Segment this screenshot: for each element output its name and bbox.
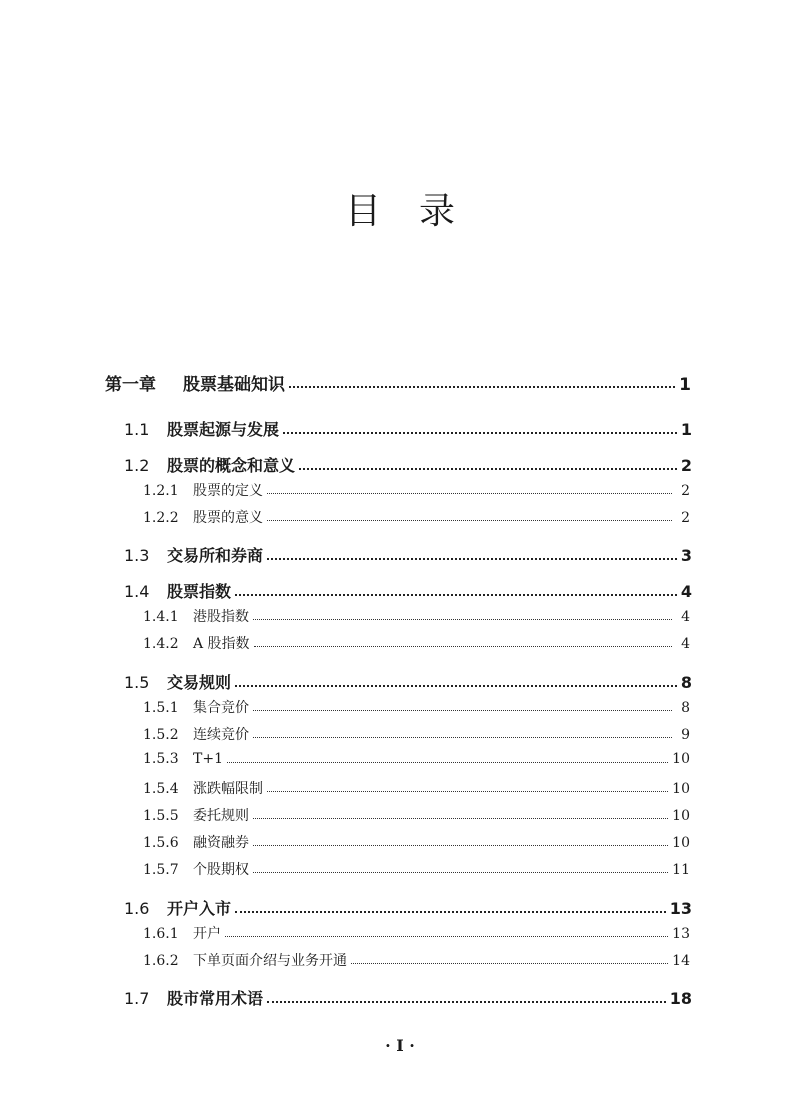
toc-entry-number: 1.2.2: [143, 510, 179, 526]
page-number: · I ·: [385, 1036, 415, 1055]
toc-entry-number: 1.6.2: [143, 953, 179, 969]
toc-subsection-entry[interactable]: [143, 950, 690, 970]
dot-leader: [267, 520, 672, 521]
toc-entry-number: 1.2: [124, 456, 150, 475]
toc-entry-title: 个股期权: [193, 862, 249, 878]
toc-entry-title: 下单页面介绍与业务开通: [193, 953, 347, 969]
toc-subsection-entry[interactable]: [143, 606, 690, 626]
dot-leader: [267, 493, 672, 494]
toc-section-entry[interactable]: [124, 579, 692, 602]
toc-entry-title: 股票基础知识: [183, 375, 285, 395]
toc-section-entry[interactable]: [124, 543, 692, 566]
toc-entry-number: 1.4: [124, 582, 150, 601]
dot-leader: [254, 646, 672, 647]
toc-entry-number: 1.6: [124, 899, 150, 918]
toc-subsection-entry[interactable]: [143, 507, 690, 527]
toc-subsection-entry[interactable]: [143, 832, 690, 852]
toc-entry-page-number: 4: [681, 609, 690, 625]
toc-section-entry[interactable]: [124, 417, 692, 440]
toc-section-entry[interactable]: [124, 986, 692, 1009]
dot-leader: [253, 737, 672, 738]
dot-leader: [267, 558, 677, 560]
toc-entry-number: 1.4.2: [143, 636, 179, 652]
toc-entry-title: A 股指数: [193, 636, 250, 652]
dot-leader: [253, 818, 668, 819]
toc-entry-title: 交易所和券商: [167, 546, 264, 565]
toc-entry-title: 开户: [193, 926, 221, 942]
toc-entry-page-number: 13: [669, 899, 692, 918]
toc-subsection-entry[interactable]: [143, 805, 690, 825]
toc-subsection-entry[interactable]: [143, 751, 690, 767]
toc-entry-number: 1.5.1: [143, 700, 179, 716]
toc-entry-title: 股市常用术语: [167, 989, 264, 1008]
toc-entry-page-number: 10: [672, 751, 690, 767]
dot-leader: [267, 1001, 666, 1003]
toc-entry-page-number: 2: [680, 456, 692, 475]
toc-entry-number: 第一章: [105, 375, 156, 395]
toc-entry-page-number: 2: [681, 510, 690, 526]
toc-entry-page-number: 9: [681, 727, 690, 743]
toc-entry-number: 1.5.6: [143, 835, 179, 851]
page-title-char-2: 录: [419, 191, 456, 232]
toc-subsection-entry[interactable]: [143, 480, 690, 500]
dot-leader: [267, 791, 668, 792]
toc-subsection-entry[interactable]: [143, 923, 690, 943]
toc-section-entry[interactable]: [124, 896, 692, 919]
toc-entry-title: 股票起源与发展: [167, 420, 280, 439]
toc-entry-page-number: 18: [669, 989, 692, 1008]
toc-entry-number: 1.6.1: [143, 926, 179, 942]
toc-entry-number: 1.4.1: [143, 609, 179, 625]
toc-entry-title: 港股指数: [193, 609, 249, 625]
toc-entry-page-number: 14: [672, 953, 690, 969]
page-title-char-1: 目: [344, 191, 381, 232]
dot-leader: [253, 619, 672, 620]
toc-subsection-entry[interactable]: [143, 697, 690, 717]
toc-entry-number: 1.2.1: [143, 483, 179, 499]
toc-entry-number: 1.5.4: [143, 781, 179, 797]
toc-subsection-entry[interactable]: [143, 778, 690, 798]
page-title: [0, 183, 800, 234]
toc-entry-page-number: 10: [672, 808, 690, 824]
dot-leader: [227, 762, 668, 763]
toc-entry-page-number: 10: [672, 835, 690, 851]
dot-leader: [253, 710, 672, 711]
toc-entry-number: 1.7: [124, 989, 150, 1008]
toc-entry-title: 集合竞价: [193, 700, 249, 716]
toc-section-entry[interactable]: [124, 453, 692, 476]
dot-leader: [253, 872, 668, 873]
toc-entry-title: 融资融券: [193, 835, 249, 851]
dot-leader: [299, 468, 677, 470]
dot-leader: [235, 685, 677, 687]
dot-leader: [235, 594, 677, 596]
toc-subsection-entry[interactable]: [143, 724, 690, 744]
toc-entry-title: 股票的概念和意义: [167, 456, 296, 475]
toc-entry-number: 1.3: [124, 546, 150, 565]
toc-entry-page-number: 1: [680, 420, 692, 439]
toc-entry-number: 1.5.2: [143, 727, 179, 743]
toc-subsection-entry[interactable]: [143, 859, 690, 879]
dot-leader: [235, 911, 666, 913]
toc-entry-title: 股票的定义: [193, 483, 263, 499]
toc-subsection-entry[interactable]: [143, 633, 690, 653]
toc-entry-number: 1.1: [124, 420, 150, 439]
toc-entry-page-number: 4: [680, 582, 692, 601]
toc-entry-title: 连续竞价: [193, 727, 249, 743]
toc-entry-page-number: 8: [681, 700, 690, 716]
dot-leader: [253, 845, 668, 846]
toc-entry-page-number: 4: [681, 636, 690, 652]
toc-entry-page-number: 10: [672, 781, 690, 797]
toc-entry-page-number: 8: [680, 673, 692, 692]
toc-chapter-entry[interactable]: [105, 370, 691, 395]
toc-entry-title: T+1: [193, 751, 223, 767]
toc-entry-title: 交易规则: [167, 673, 232, 692]
toc-entry-page-number: 1: [679, 375, 691, 395]
toc-entry-title: 股票指数: [167, 582, 232, 601]
dot-leader: [283, 432, 677, 434]
toc-entry-number: 1.5.7: [143, 862, 179, 878]
dot-leader: [351, 963, 668, 964]
toc-entry-page-number: 11: [672, 862, 690, 878]
toc-entry-number: 1.5: [124, 673, 150, 692]
toc-entry-title: 涨跌幅限制: [193, 781, 263, 797]
toc-entry-number: 1.5.5: [143, 808, 179, 824]
dot-leader: [289, 386, 675, 388]
toc-section-entry[interactable]: [124, 670, 692, 693]
toc-entry-page-number: 13: [672, 926, 690, 942]
dot-leader: [225, 936, 668, 937]
toc-entry-title: 委托规则: [193, 808, 249, 824]
toc-entry-page-number: 2: [681, 483, 690, 499]
toc-entry-title: 开户入市: [167, 899, 232, 918]
toc-entry-title: 股票的意义: [193, 510, 263, 526]
toc-entry-number: 1.5.3: [143, 751, 179, 767]
toc-entry-page-number: 3: [680, 546, 692, 565]
